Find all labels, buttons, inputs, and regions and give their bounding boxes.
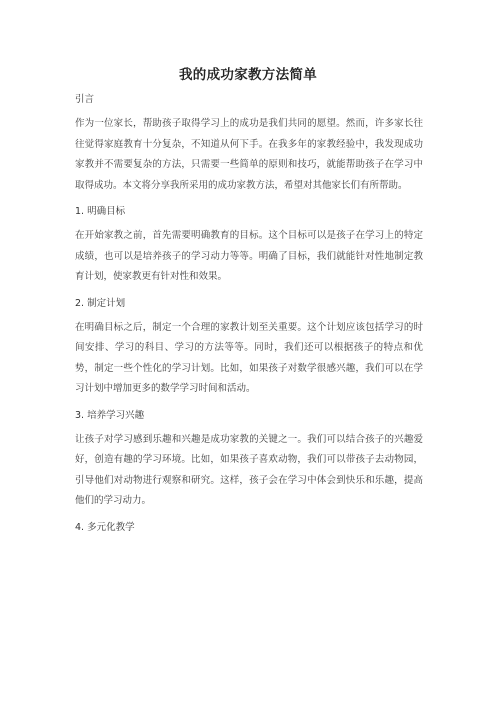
section-paragraph-3: 让孩子对学习感到乐趣和兴趣是成功家教的关键之一。我们可以结合孩子的兴趣爱好，创造有趣的学习环境。比如，如果孩子喜欢动物，我们可以带孩子去动物园，引导他们对动物进行观察和研究。这样，孩子会在学习中体会到快乐和乐趣，提高他们的学习动力。 (75, 433, 423, 506)
section-heading-intro: 引言 (75, 94, 95, 105)
section-heading-3: 3. 培养学习兴趣 (75, 409, 145, 421)
document-title: 我的成功家教方法简单 (179, 67, 317, 83)
section-paragraph-1: 在开始家教之前，首先需要明确教育的目标。这个目标可以是孩子在学习上的特定成绩，也可以是培养孩子的学习动力等等。明确了目标，我们就能针对性地制定教育计划，使家教更有针对性和效果。 (75, 230, 423, 282)
section-paragraph-intro: 作为一位家长，帮助孩子取得学习上的成功是我们共同的愿望。然而，许多家长往往觉得家庭教育十分复杂，不知道从何下手。在我多年的家教经验中，我发现成功家教并不需要复杂的方法，只需要一些简单的原则和技巧，就能帮助孩子在学习中取得成功。本文将分享我所采用的成功家教方法，希望对其他家长们有所帮助。 (75, 118, 423, 191)
document-body (75, 93, 423, 542)
section-paragraph-2: 在明确目标之后，制定一个合理的家教计划至关重要。这个计划应该包括学习的时间安排、学习的科目、学习的方法等等。同时，我们还可以根据孩子的特点和优势，制定一些个性化的学习计划。比如，如果孩子对数学很感兴趣，我们可以在学习计划中增加更多的数学学习时间和活动。 (75, 321, 423, 394)
section-heading-2: 2. 制定计划 (75, 297, 126, 309)
section-heading-1: 1. 明确目标 (75, 206, 126, 217)
section-heading-4: 4. 多元化教学 (75, 521, 135, 533)
